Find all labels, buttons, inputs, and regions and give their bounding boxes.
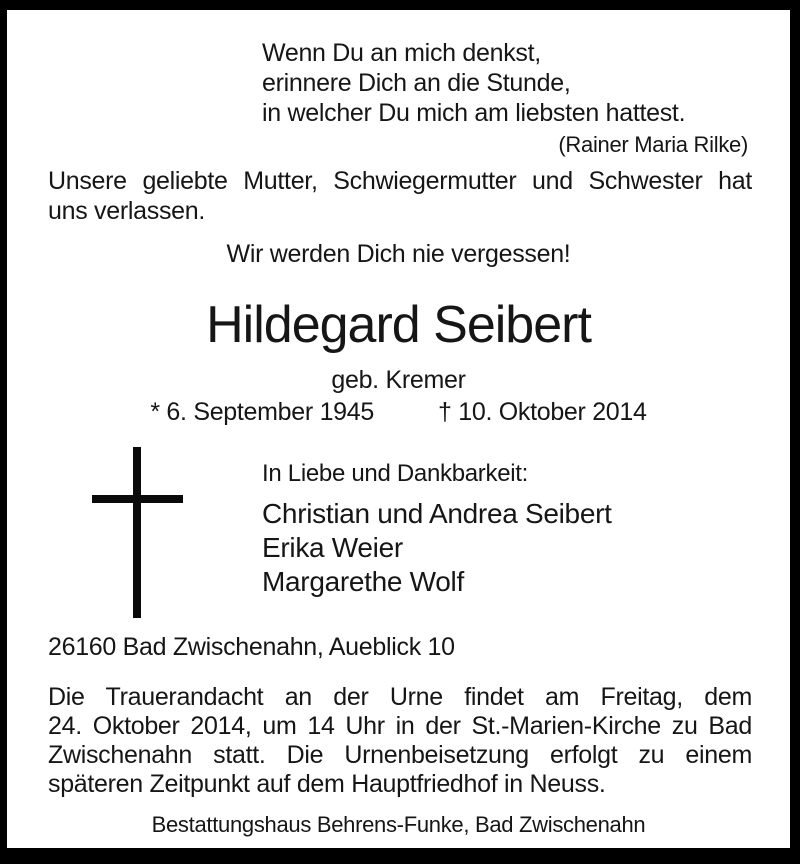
text-line: in welcher Du mich am liebsten hattest. [262,99,686,127]
text-line: Christian und Andrea Seibert [262,498,612,529]
text-line: 24. Oktober 2014, um 14 Uhr in der St.-Marien-Kirche zu Bad [48,712,752,740]
announcement-text [48,166,752,226]
maiden-name: geb. Kremer [331,366,466,394]
birth-date: * 6. September 1945 [150,398,374,426]
text-line: Unsere geliebte Mutter, Schwiegermutter und Schwester hat [48,167,752,195]
text-line: Wenn Du an mich denkst, [262,39,541,67]
mourner-names [262,497,612,599]
deceased-name: Hildegard Seibert [206,296,591,354]
death-date: † 10. Oktober 2014 [437,398,647,426]
text-line: Zwischenahn statt. Die Urnenbeisetzung erfolgt zu einem [48,741,752,769]
address-line: 26160 Bad Zwischenahn, Aueblick 10 [48,633,455,661]
memorial-poem [262,38,685,128]
life-dates [7,398,790,427]
text-line: späteren Zeitpunkt auf dem Hauptfriedhof in Neuss. [48,770,606,798]
text-line: erinnere Dich an die Stunde, [262,69,571,97]
text-line: Die Trauerandacht an der Urne findet am Freitag, dem [48,683,752,711]
poem-attribution: (Rainer Maria Rilke) [558,132,748,157]
text-line: Margarethe Wolf [262,566,464,597]
text-line: Erika Weier [262,532,403,563]
service-details [48,683,752,799]
cross-vertical-bar [133,447,141,618]
cross-horizontal-bar [92,495,183,503]
mourners-intro: In Liebe und Dankbarkeit: [262,460,529,487]
farewell-line: Wir werden Dich nie vergessen! [226,240,571,268]
text-line: uns verlassen. [48,197,205,225]
funeral-home-line: Bestattungshaus Behrens-Funke, Bad Zwischenahn [151,812,646,837]
